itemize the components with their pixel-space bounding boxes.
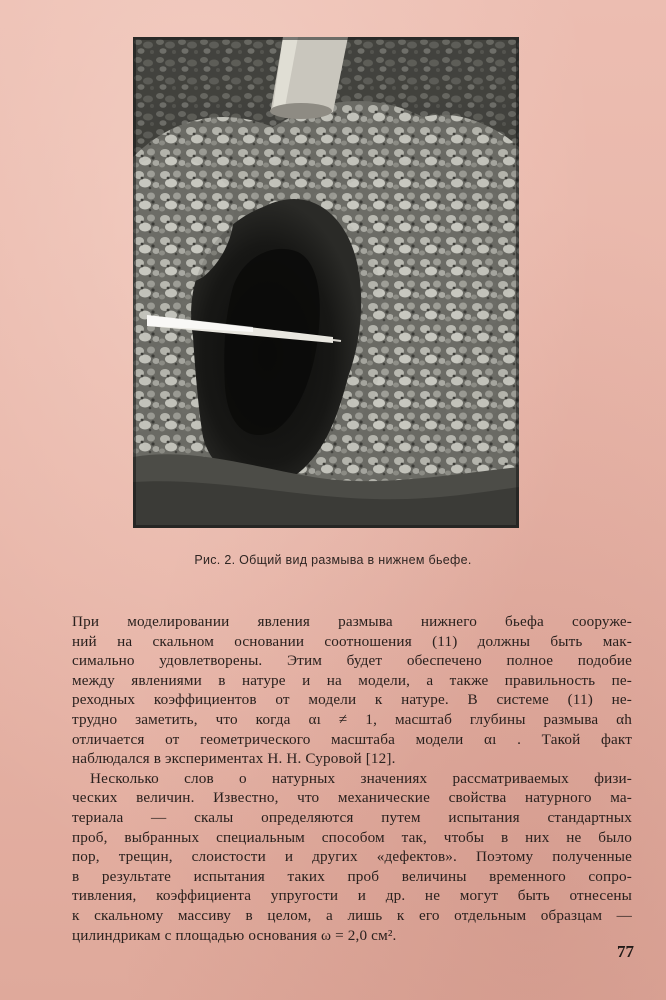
text-line: ний на скальном основании соотношения (11) должны быть мак- [72,632,632,650]
scour-photo-image [133,37,519,528]
text-line: ческих величин. Известно, что механические свойства натурного ма- [72,789,632,807]
text-line: наблюдался в экспериментах Н. Н. Суровой [12]. [72,750,396,768]
paragraph-1 [72,612,632,769]
text-line: трудно заметить, что когда αı ≠ 1, масштаб глубины размыва αh [72,710,632,728]
figure-photo [133,37,519,528]
text-line: между явлениями в натуре и на модели, а также правильность пе- [72,671,632,689]
text-line: териала — скалы определяются путем испытания стандартных [72,808,632,826]
text-line: отличается от геометрического масштаба модели αı . Такой факт [72,730,632,748]
body-text [72,612,632,945]
text-line: пор, трещин, слоистости и других «дефектов». Поэтому полученные [72,848,632,866]
text-line: симально удовлетворены. Этим будет обеспечено полное подобие [72,652,632,670]
text-line: проб, выбранных специальным способом так, чтобы в них не было [72,828,632,846]
text-line: цилиндрикам с площадью основания ω = 2,0 см². [72,926,397,944]
page-number: 77 [617,942,634,961]
text-line: Несколько слов о натурных значениях рассматриваемых физи- [90,769,632,787]
text-line: реходных коэффициентов от модели к натуре. В системе (11) не- [72,691,632,709]
text-line: к скальному массиву в целом, а лишь к его отдельным образцам — [72,906,632,924]
text-line: тивления, коэффициента упругости и др. не могут быть отнесены [72,887,632,905]
text-line: в результате испытания таких проб величины временного сопро- [72,867,632,885]
paragraph-2 [72,769,632,945]
text-line: При моделировании явления размыва нижнего бьефа сооруже- [72,613,632,630]
figure-caption: Рис. 2. Общий вид размыва в нижнем бьефе. [194,553,472,567]
